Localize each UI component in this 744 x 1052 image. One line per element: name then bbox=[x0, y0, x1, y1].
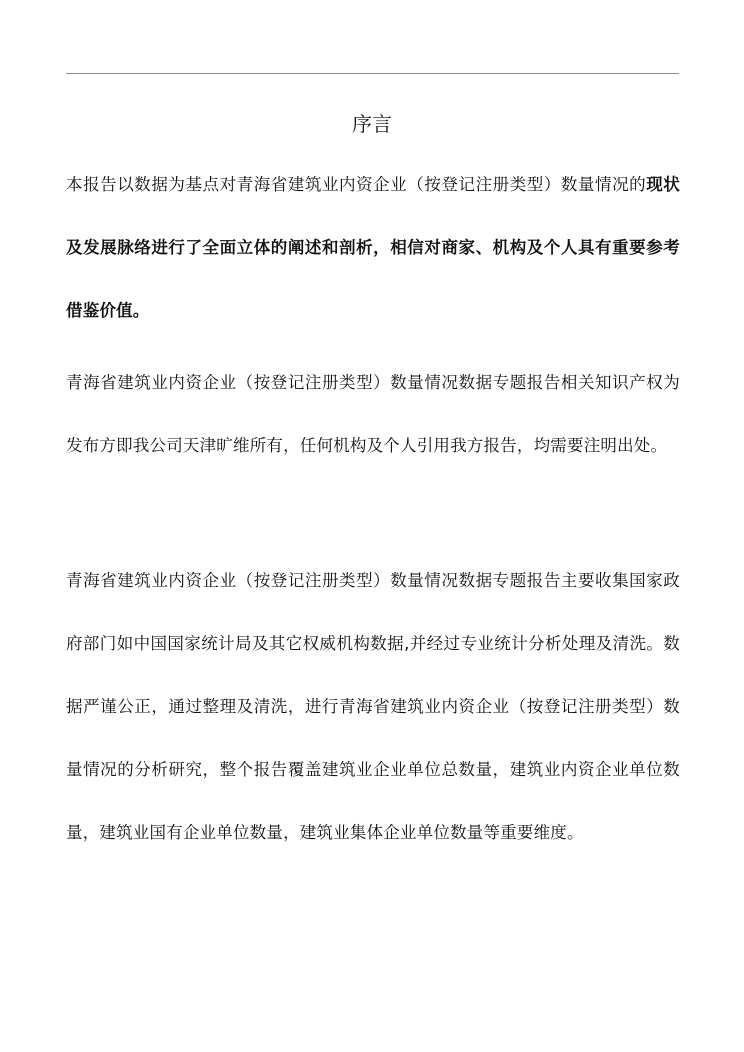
preface-paragraph-2 bbox=[66, 351, 680, 477]
page-title: 序言 bbox=[352, 112, 392, 136]
preface-paragraph-3 bbox=[66, 549, 680, 864]
header-divider bbox=[66, 73, 679, 74]
paragraph-3-text: 青海省建筑业内资企业（按登记注册类型）数量情况数据专题报告主要收集国家政府部门如中国国家统计局及其它权威机构数据,并经过专业统计分析处理及清洗。数据严谨公正，通过整理及清洗，进行青海省建筑业内资企业（按登记注册类型）数量情况的分析研究，整个报告覆盖建筑业企业单位总数量，建筑业内资企业单位数量，建筑业国有企业单位数量，建筑业集体企业单位数量等重要维度。 bbox=[66, 571, 680, 842]
paragraph-1-bold-text: 现状及发展脉络进行了全面立体的阐述和剖析，相信对商家、机构及个人具有重要参考借鉴价值。 bbox=[66, 175, 680, 320]
preface-paragraph-1 bbox=[66, 153, 680, 342]
paragraph-1-text: 本报告以数据为基点对青海省建筑业内资企业（按登记注册类型）数量情况的 bbox=[66, 175, 647, 194]
paragraph-2-text: 青海省建筑业内资企业（按登记注册类型）数量情况数据专题报告相关知识产权为发布方即我公司天津旷维所有，任何机构及个人引用我方报告，均需要注明出处。 bbox=[66, 373, 680, 455]
